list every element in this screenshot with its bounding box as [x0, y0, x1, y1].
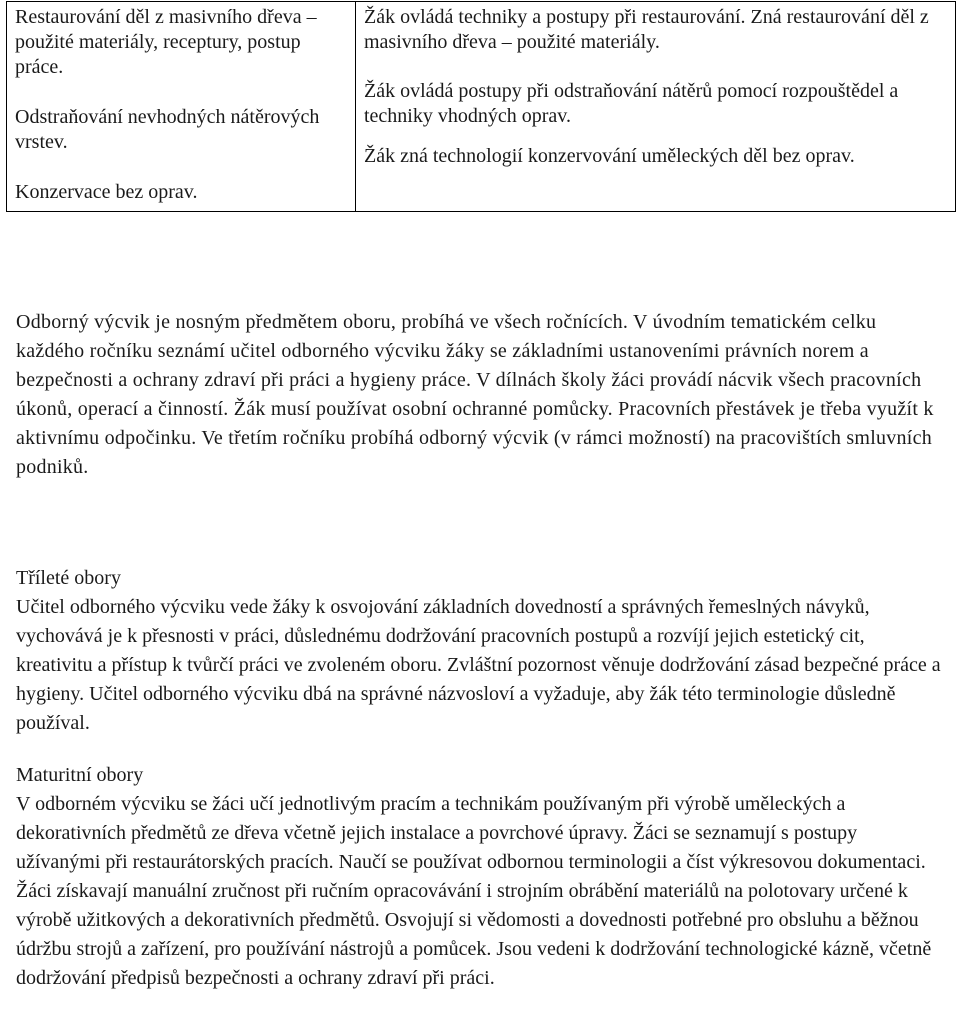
section-text: Učitel odborného výcviku vede žáky k osvojování základních dovedností a správných řemeslných návyků, vychovává je k přesnosti v práci, důslednému dodržování pracovních postupů a rozvíjí jejich estetický cit, kreativitu a přístup k tvůrčí práci ve zvoleném oboru. Zvláštní pozornost věnuje dodržování zásad bezpečné práce a hygieny. Učitel odborného výcviku dbá na správné názvosloví a vyžaduje, aby žák této terminologie důsledně používal.: [16, 596, 941, 734]
section-text: V odborném výcviku se žáci učí jednotlivým pracím a technikám používaným při výrobě uměleckých a dekorativních předmětů ze dřeva včetně jejich instalace a povrchové úpravy. Žáci se seznamují s postupy užívanými při restaurátorských pracích. Naučí se používat odbornou terminologii a číst výkresovou dokumentaci. Žáci získavají manuální zručnost při ručním opracovávání i strojním obrábění materiálů na polotovary určené k výrobě užitkových a dekorativních předmětů. Osvojují si vědomosti a dovednosti potřebné pro obsluhu a běžnou údržbu strojů a zařízení, pro používání nástrojů a pomůcek. Jsou vedeni k dodržování technologické kázně, včetně dodržování předpisů bezpečnosti a ochrany zdraví při práci.: [16, 793, 932, 989]
section-heading: Tříleté obory: [16, 567, 121, 589]
section-trilete-obory: [16, 564, 946, 738]
topics-cell: [7, 2, 356, 212]
section-maturitni-obory: [16, 761, 946, 993]
topic-item: Odstraňování nevhodných nátěrových vrstev.: [15, 106, 320, 153]
outcome-item: Žák zná technologií konzervování uměleckých děl bez oprav.: [364, 145, 855, 167]
topic-item: Restaurování děl z masivního dřeva – použité materiály, receptury, postup práce.: [15, 6, 317, 78]
topic-item: Konzervace bez oprav.: [15, 181, 198, 203]
outcomes-cell: [356, 2, 956, 212]
paragraph-odborny-vycvik: Odborný výcvik je nosným předmětem oboru, probíhá ve všech ročnících. V úvodním tematickém celku každého ročníku seznámí učitel odborného výcviku žáky se základními ustanoveními právních norem a bezpečnosti a ochrany zdraví při práci a hygieny práce. V dílnách školy žáci provádí nácvik všech pracovních úkonů, operací a činností. Žák musí používat osobní ochranné pomůcky. Pracovních přestávek je třeba využít k aktivnímu odpočinku. Ve třetím ročníku probíhá odborný výcvik (v rámci možností) na pracovištích smluvních podniků.: [16, 311, 934, 478]
curriculum-table: [6, 1, 956, 212]
outcome-item: Žák ovládá postupy při odstraňování nátěrů pomocí rozpouštědel a techniky vhodných oprav.: [364, 80, 899, 127]
section-heading: Maturitní obory: [16, 764, 144, 786]
outcome-item: Žák ovládá techniky a postupy při restaurování. Zná restaurování děl z masivního dřeva – použité materiály.: [364, 6, 929, 53]
table-row: [7, 2, 956, 212]
